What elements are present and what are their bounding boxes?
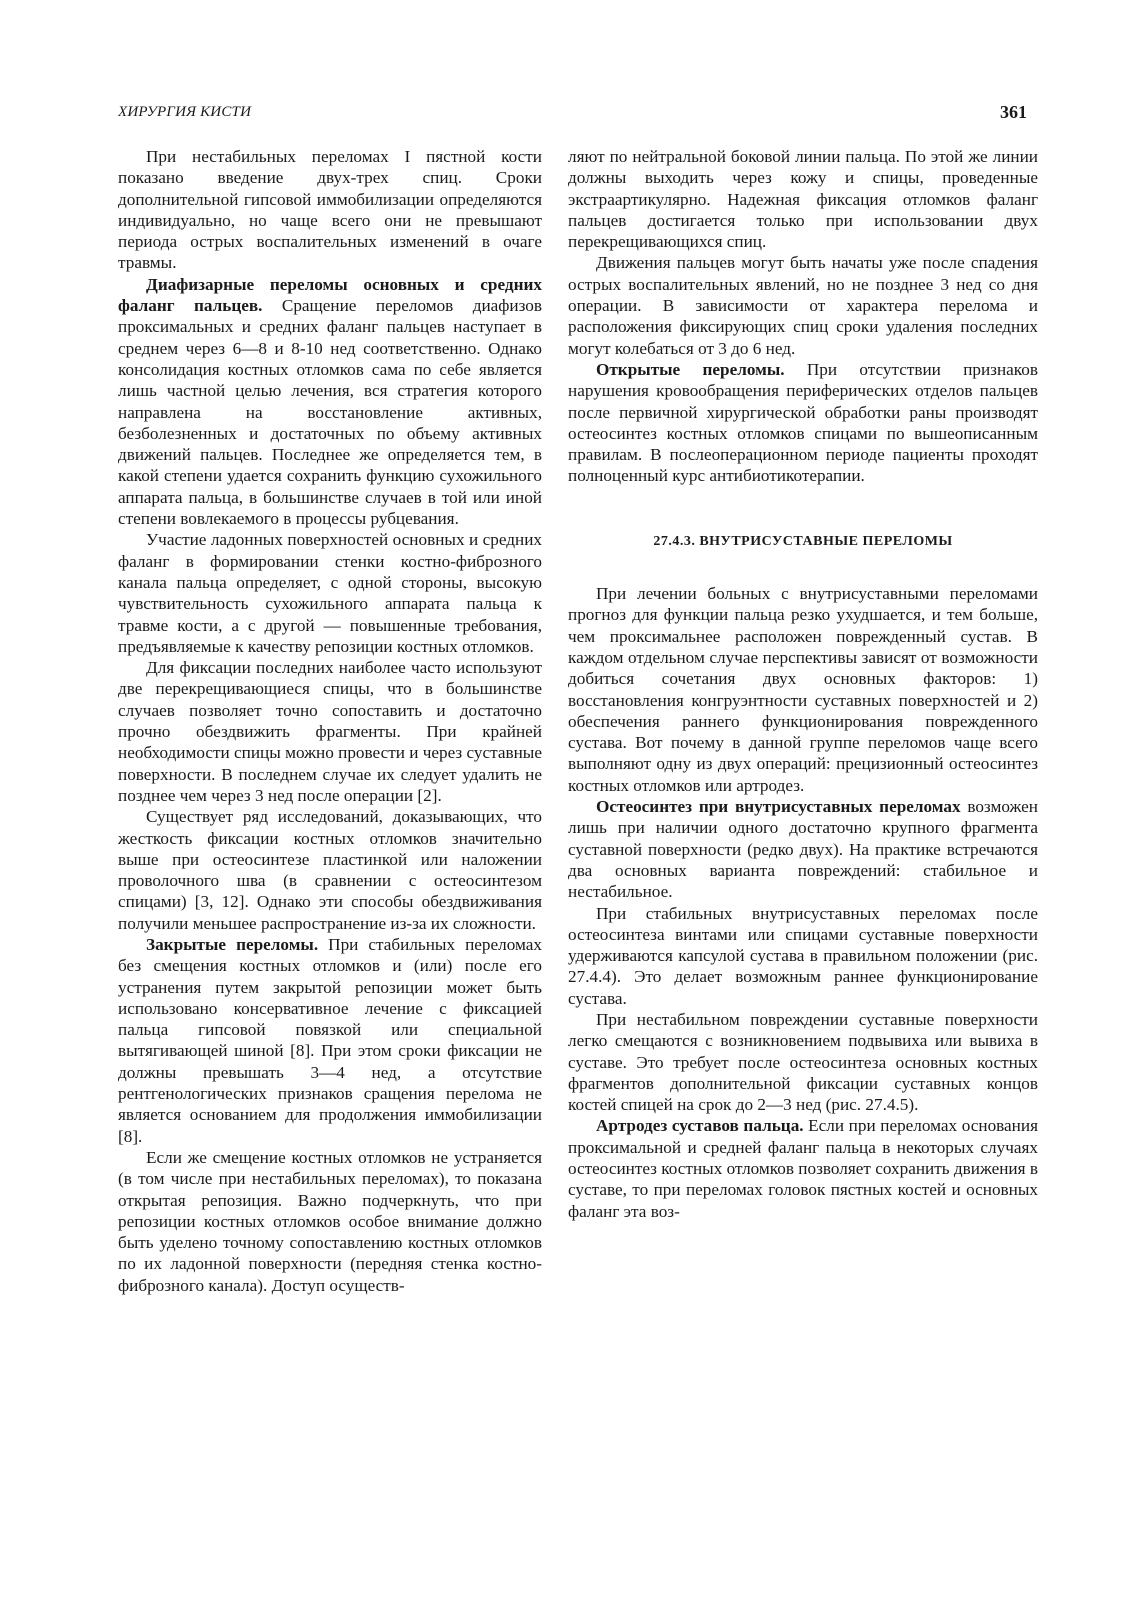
paragraph-heading: Диафизарные переломы основных и средних фаланг пальцев. [118,274,542,316]
paragraph: При лечении больных с внутрисуставными переломами прогноз для функции пальца резко ухудшается, и тем больше, чем проксимальнее расположен поврежденный сустав. В каждом отдельном случае перспективы зависят от возможности добиться сочетания двух основных факторов: 1) восстановления конгруэнтности суставных поверхностей и 2) обеспечения раннего функционирования поврежденного сустава. Вот почему в данной группе переломов чаще всего выполняют одну из двух операций: прецизионный остеосинтез костных отломков или артродез. [568,584,1038,795]
paragraph: Если же смещение костных отломков не устраняется (в том числе при нестабильных переломах), то показана открытая репозиция. Важно подчеркнуть, что при репозиции костных отломков особое внимание должно быть уделено точному сопоставлению костных отломков по их ладонной поверхности (передняя стенка костно-фиброзного канала). Доступ осуществ- [118,1147,542,1295]
paragraph [118,934,542,1147]
paragraph: При нестабильных переломах I пястной кости показано введение двух-трех спиц. Сроки дополнительной гипсовой иммобилизации определяются индивидуально, но чаще всего они не превышают периода острых воспалительных изменений в очаге травмы. [118,147,542,273]
paragraph-text: Если при переломах основания проксимальной и средней фаланг пальца в некоторых случаях остеосинтез костных отломков позволяет сохранить движения в суставе, то при переломах головок пястных костей и основных фаланг эта воз- [568,1116,1038,1221]
paragraph-text: Сращение переломов диафизов проксимальных и средних фаланг пальцев наступает в среднем через 6—8 и 8-10 нед соответственно. Однако консолидация костных отломков сама по себе является лишь частной целью лечения, вся стратегия которого направлена на восстановление активных, безболезненных и достаточных по объему активных движений пальцев. Последнее же определяется тем, в какой степени удается сохранить функцию сухожильного аппарата пальца, в большинстве случаев в той или иной степени вовлекаемого в процессы рубцевания. [118,296,542,529]
paragraph [568,796,1038,902]
paragraph: Для фиксации последних наиболее часто используют две перекрещивающиеся спицы, что в большинстве случаев позволяет точно сопоставить и достаточно прочно обездвижить фрагменты. При крайней необходимости спицы можно провести и через суставные поверхности. В последнем случае их следует удалить не позднее чем через 3 нед после операции [2]. [118,658,542,805]
paragraph: Существует ряд исследований, доказывающих, что жесткость фиксации костных отломков значительно выше при остеосинтезе пластинкой или наложении проволочного шва (в сравнении с остеосинтезом спицами) [3, 12]. Однако эти способы обездвиживания получили меньшее распространение из-за их сложности. [118,807,542,933]
paragraph-heading: Закрытые переломы. [146,934,319,954]
paragraph: ляют по нейтральной боковой линии пальца. По этой же линии должны выходить через кожу и спицы, проведенные экстраартикулярно. Надежная фиксация отломков фаланг пальцев достигается только при использовании двух перекрещивающихся спиц. [568,147,1038,252]
paragraph-text: возможен лишь при наличии одного достаточно крупного фрагмента суставной поверхности (редко двух). На практике встречаются два основных варианта повреждений: стабильное и нестабильное. [568,797,1038,902]
paragraph-heading: Остеосинтез при внутрисуставных переломах [596,797,961,817]
section-heading: 27.4.3. ВНУТРИСУСТАВНЫЕ ПЕРЕЛОМЫ [653,533,953,549]
paragraph [568,359,1038,487]
right-column [568,146,1038,1222]
paragraph-text: При стабильных переломах без смещения костных отломков и (или) после его устранения путем закрытой репозиции может быть использовано консервативное лечение с фиксацией пальца гипсовой повязкой или специальной вытягивающей шиной [8]. При этом сроки фиксации не должны превышать 3—4 нед, а отсутствие рентгенологических признаков сращения перелома не является основанием для продолжения иммобилизации [8]. [118,934,542,1146]
paragraph: При нестабильном повреждении суставные поверхности легко смещаются с возникновением подвывиха или вывиха в суставе. Это требует после остеосинтеза основных костных фрагментов дополнительной фиксации суставных концов костей спицей на срок до 2—3 нед (рис. 27.4.5). [568,1009,1038,1115]
paragraph-heading: Открытые переломы. [596,359,785,379]
paragraph: Движения пальцев могут быть начаты уже после спадения острых воспалительных явлений, но не позднее 3 нед со дня операции. В зависимости от характера перелома и расположения фиксирующих спиц сроки удаления последних могут колебаться от 3 до 6 нед. [568,253,1038,358]
paragraph-text: При отсутствии признаков нарушения кровообращения периферических отделов пальцев после первичной хирургической обработки раны производят остеосинтез костных отломков спицами по вышеописанным правилам. В послеоперационном периоде пациенты проходят полноценный курс антибиотикотерапии. [568,359,1038,486]
running-title: ХИРУРГИЯ КИСТИ [118,104,252,120]
left-column [118,146,542,1296]
paragraph [568,1115,1038,1221]
paragraph: Участие ладонных поверхностей основных и средних фаланг в формировании стенки костно-фиброзного канала пальца определяет, с одной стороны, высокую чувствительность сухожильного аппарата пальца к травме кости, а с другой — повышенные требования, предъявляемые к качеству репозиции костных отломков. [118,530,542,656]
paragraph: При стабильных внутрисуставных переломах после остеосинтеза винтами или спицами суставные поверхности удерживаются капсулой сустава в правильном положении (рис. 27.4.4). Это делает возможным раннее функционирование сустава. [568,903,1038,1008]
page-number: 361 [1000,102,1027,122]
paragraph-heading: Артродез суставов пальца. [596,1116,804,1136]
paragraph [118,274,542,530]
